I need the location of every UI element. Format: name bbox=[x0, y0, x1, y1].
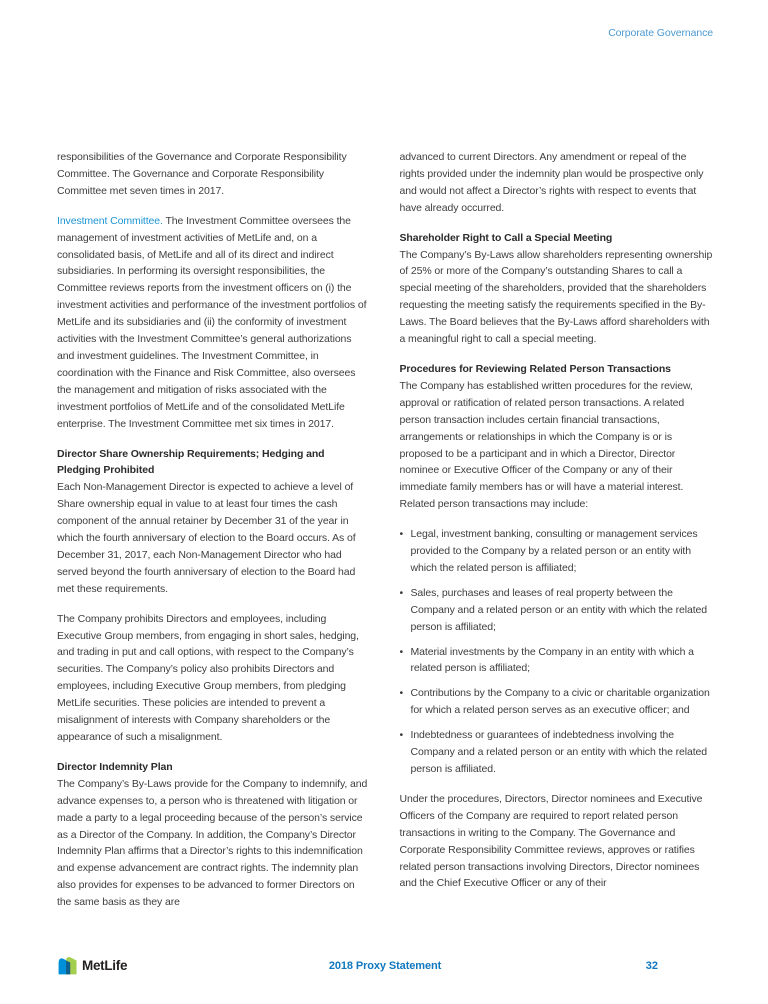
bullet-icon: • bbox=[399, 687, 404, 700]
paragraph: Each Non-Management Director is expected to achieve a level of Share ownership equal in value to at least four times the cash component of the annual retainer by December 31 of the year in which the fourth anniversary of election to the Board occurs. As of December 31, 2017, each Non-Management Director who had served beyond the fourth anniversary of election to the Board had met these requirements. bbox=[57, 481, 356, 595]
paragraph: The Company’s By-Laws provide for the Company to indemnify, and advance expenses to, a person who is threatened with litigation or made a party to a legal proceeding because of the person’s service as a Director of the Company. In addition, the Company’s Director Indemnity Plan affirms that a Director’s rights to this indemnification and expense advancement are contract rights. The indemnity plan also provides for expenses to be advanced to former Directors on the same basis as they are bbox=[57, 777, 368, 909]
paragraph: The Company has established written procedures for the review, approval or ratification of related person transactions. A related person transaction includes certain financial transactions, arrangements or relationships in which the Company is or is proposed to be a participant and in which a Director, Director nominee or Executive Officer of the Company or any of their immediate family members has or will have a material interest. Related person transactions may include: bbox=[399, 379, 693, 511]
bullet-icon: • bbox=[399, 645, 404, 658]
right-column bbox=[400, 149, 714, 911]
bullet-text: Indebtedness or guarantees of indebtedness involving the Company and a related person or an entity with which the related person is affiliated. bbox=[410, 729, 708, 775]
section-heading: Director Indemnity Plan bbox=[57, 760, 173, 773]
bullet-text: Material investments by the Company in an entity with which a related person is affiliated; bbox=[410, 645, 694, 675]
paragraph: responsibilities of the Governance and Corporate Responsibility Committee. The Governance and Corporate Responsibility Committee met seven times in 2017. bbox=[57, 151, 347, 197]
paragraph: Investment Committee. The Investment Committee oversees the management of investment activities of MetLife and, on a consolidated basis, of MetLife and all of its direct and indirect subsidiaries. In performing its oversight responsibilities, the Committee reviews reports from the investment officers on (i) the investment activities and performance of the investment portfolios of MetLife and its subsidiaries and (ii) the conformity of investment activities with the Investment Committee’s general authorizations and investment guidelines. The Investment Committee, in coordination with the Finance and Risk Committee, also oversees the management and mitigation of risks associated with the investment portfolios of MetLife and of the consolidated MetLife enterprise. The Investment Committee met six times in 2017. bbox=[57, 214, 367, 430]
section-heading: Director Share Ownership Requirements; Hedging and Pledging Prohibited bbox=[57, 447, 325, 477]
paragraph: The Company’s By-Laws allow shareholders representing ownership of 25% or more of the Company’s outstanding Shares to call a special meeting of the shareholders, provided that the shareholders requesting the meeting satisfy the requirements specified in the By-Laws. The Board believes that the By-Laws afford shareholders with a meaningful right to call a special meeting. bbox=[399, 248, 713, 346]
bullet-text: Legal, investment banking, consulting or management services provided to the Company by a related person or an entity with which the related person is affiliated; bbox=[410, 528, 698, 574]
bullet-item bbox=[400, 644, 714, 678]
bullet-item bbox=[400, 685, 714, 719]
paragraph: advanced to current Directors. Any amendment or repeal of the rights provided under the indemnity plan would be prospective only and would not affect a Director’s rights with respect to events that have already occurred. bbox=[399, 151, 704, 214]
page-footer bbox=[57, 954, 713, 980]
section-heading: Shareholder Right to Call a Special Meeting bbox=[399, 231, 613, 244]
bullet-item bbox=[400, 526, 714, 577]
bullet-text: Sales, purchases and leases of real property between the Company and a related person or an entity with which the related person is affiliated; bbox=[410, 586, 708, 633]
two-column-body bbox=[57, 149, 713, 911]
bullet-icon: • bbox=[399, 528, 404, 541]
bullet-icon: • bbox=[399, 586, 404, 599]
paragraph: The Company prohibits Directors and employees, including Executive Group members, from engaging in short sales, hedging, and trading in put and call options, with respect to the Company’s securities. The Company’s policy also prohibits Directors and employees, including Executive Group members, from pledging MetLife securities. These policies are intended to prevent a misalignment of interests with Company shareholders or the appearance of such a misalignment. bbox=[57, 612, 359, 743]
footer-title: 2018 Proxy Statement bbox=[328, 960, 442, 972]
bullet-item bbox=[400, 585, 714, 636]
section-header: Corporate Governance bbox=[608, 27, 713, 39]
bullet-text: Contributions by the Company to a civic or charitable organization for which a related person serves as an executive officer; and bbox=[410, 687, 710, 717]
brand-name: MetLife bbox=[82, 958, 128, 973]
left-column bbox=[57, 149, 371, 911]
paragraph-lead: Investment Committee. bbox=[57, 214, 163, 227]
bullet-item bbox=[400, 727, 714, 778]
bullet-list bbox=[400, 526, 714, 778]
section-heading: Procedures for Reviewing Related Person Transactions bbox=[399, 362, 671, 375]
paragraph: Under the procedures, Directors, Director nominees and Executive Officers of the Company are required to report related person transactions in writing to the Company. The Governance and Corporate Responsibility Committee reviews, approves or ratifies related person transactions involving Directors, Director nominees and the Chief Executive Officer or any of their bbox=[399, 792, 703, 890]
page-number: 32 bbox=[645, 960, 658, 972]
bullet-icon: • bbox=[399, 729, 404, 742]
